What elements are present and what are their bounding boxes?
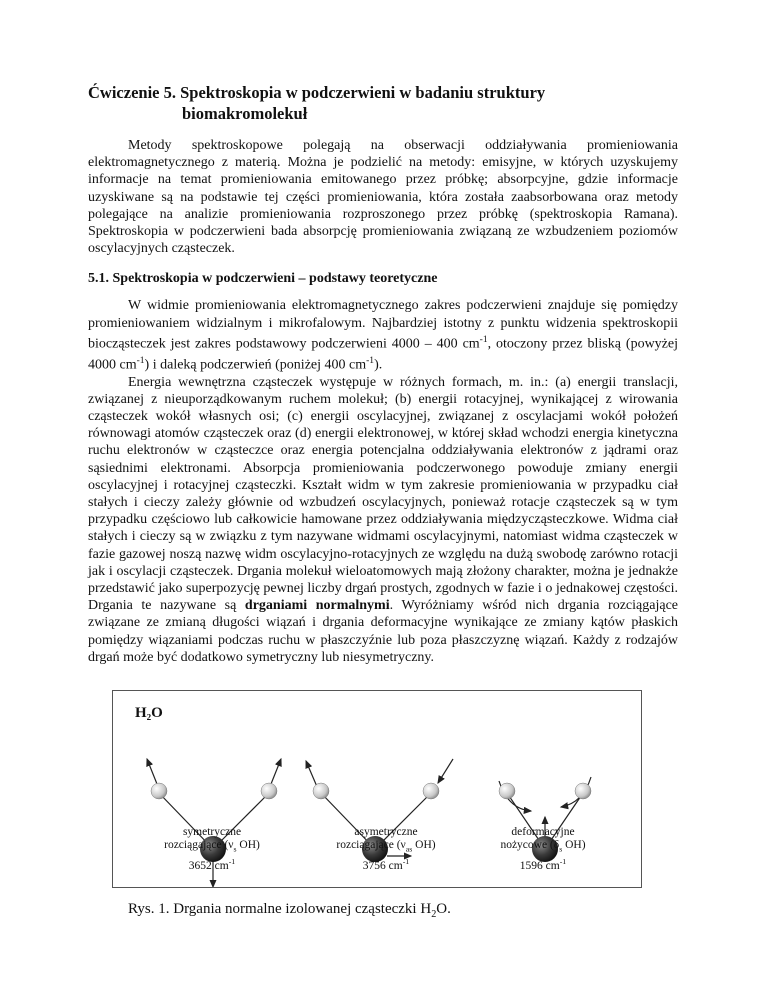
hydrogen-atom [261, 783, 277, 799]
section-heading: 5.1. Spektroskopia w podczerwieni – podstawy teoretyczne [88, 271, 438, 287]
paragraph-ir-range: W widmie promieniowania elektromagnetycznego zakres podczerwieni znajduje się pomiędzy promieniowaniem widzialnym i mikrofalowym. Najbardziej istotny z punktu widzenia spektroskopii biocząsteczek jest zakres podstawowy podczerwieni 4000 – 400 $cm^{-1}$, otoczony przez bliską (powyżej 4000 $cm^{-1}$) i daleką podczerwień (poniżej 400 $cm^{-1}$). [88, 298, 678, 373]
mode-label-symmetric: symetryczne rozciągające ($\nu_s$ OH) 3652 $cm^{-1}$ [164, 826, 260, 873]
mode-label-asymmetric: asymetryczne rozciągające ($\nu_{as}$ OH) 3756 $cm^{-1}$ [336, 826, 436, 873]
document-title [88, 82, 678, 124]
document-page [88, 82, 678, 666]
hydrogen-atom [313, 783, 329, 799]
paragraph-energy: Energia wewnętrzna cząsteczek występuje w różnych formach, m. in.: (a) energii translacji, związanej z nieuporządkowanym ruchem molekuł; (b) energii rotacyjnej, wynikającej z wirowania cząsteczek wokół własnych osi; (c) energii oscylacyjnej, związanej z oscylacjami wokół położeń równowagi atomów cząsteczek oraz (d) energii elektronowej, w której skład wchodzi energia kinetyczna ruchu elektronów w cząsteczce oraz energia potencjalna oddziaływania elektronów z jądrami oraz sąsiednimi elektronami. Absorpcja promieniowania podczerwonego powoduje zmiany energii oscylacyjnej i rotacyjnej cząsteczki. Kształt widm w tym zakresie promieniowania w przypadku ciał stałych i cieczy zależy głównie od wzbudzeń oscylacyjnych, ponieważ rotacje cząsteczek są w tym przypadku częściowo lub całkowicie hamowane przez oddziaływania międzycząsteczkowe. Widma ciał stałych i cieczy są w związku z tym nazywane widmami oscylacyjnymi, natomiast widma cząsteczek w fazie gazowej noszą nazwę widm oscylacyjno-rotacyjnych ze względu na dużą swobodę zarówno rotacji jak i oscylacji cząsteczek. Drgania molekuł wieloatomowych mają złożony charakter, można je jednakże przedstawić jako superpozycję pewnej liczby drgań prostych, zgodnych w fazie i o jednakowej częstości. Drgania te nazywane są drganiami normalnymi. Wyróżniamy wśród nich drgania rozciągające związane ze zmianą długości wiązań i drgania deformacyjne wynikające ze zmiany kątów płaskich pomiędzy wiązaniami podczas ruchu w płaszczyźnie lub poza płaszczyznę wiązań. Każdy z rodzajów drgań może być dodatkowo symetryczny lub niesymetryczny. [88, 374, 678, 665]
paragraph-intro: Metody spektroskopowe polegają na obserwacji oddziaływania promieniowania elektromagnetycznego z materią. Można je podzielić na metody: emisyjne, w których uzyskujemy informacje na temat promieniowania emitowanego przez próbkę; absorpcyjne, gdzie informacje uzyskiwane są na podstawie tej części promieniowania, która została zaabsorbowana oraz metody polegające na analizie promieniowania rozproszonego przez próbkę (spektroskopia Ramana). Spektroskopia w podczerwieni bada absorpcję promieniowania związaną ze wzbudzeniem poziomów oscylacyjnych cząsteczek. [88, 138, 678, 257]
hydrogen-atom [499, 783, 515, 799]
hydrogen-atom [151, 783, 167, 799]
molecule-label: H₂O [135, 705, 163, 721]
mode-label-scissoring: deformacyjne nożycowe ($\delta_s$ OH) 1596 $cm^{-1}$ [500, 826, 586, 873]
figure-caption: Rys. 1. Drgania normalne izolowanej cząsteczki $H_2O$. [128, 901, 451, 920]
arrow-h-right [438, 759, 453, 783]
hydrogen-atom [423, 783, 439, 799]
term-normal-modes: drganiami normalnymi [244, 598, 390, 614]
title-line-2: biomakromolekuł [182, 104, 308, 123]
title-line-1: Ćwiczenie 5. Spektroskopia w podczerwieni w badaniu struktury [88, 83, 546, 102]
hydrogen-atom [575, 783, 591, 799]
